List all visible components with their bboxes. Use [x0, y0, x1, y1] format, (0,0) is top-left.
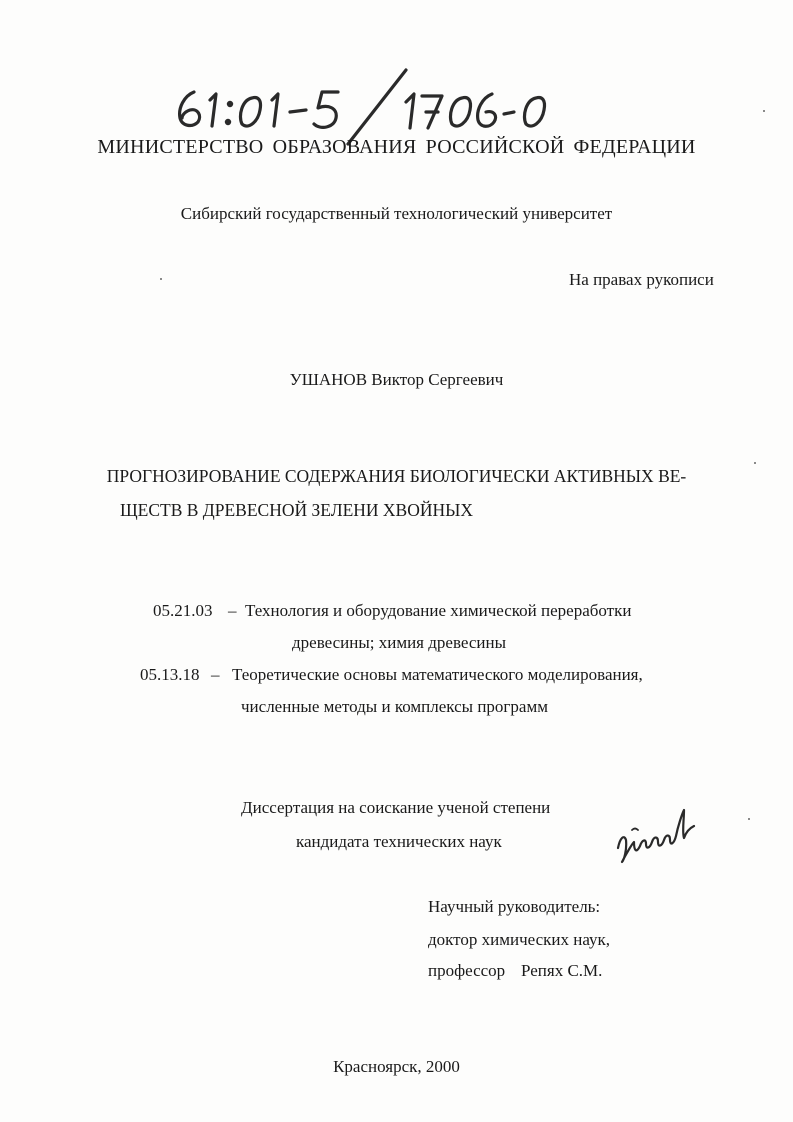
specialty-dash: –: [211, 665, 220, 684]
specialty-dash: –: [228, 601, 237, 620]
specialty-name-line-1: Теоретические основы математического моделирования,: [232, 665, 643, 684]
specialty-code: 05.13.18: [140, 665, 200, 684]
scan-speck: [763, 110, 765, 112]
university-name: Сибирский государственный технологический университет: [180, 204, 613, 223]
ministry-heading: МИНИСТЕРСТВО ОБРАЗОВАНИЯ РОССИЙСКОЙ ФЕДЕРАЦИИ: [97, 136, 696, 158]
specialty-name-line-2: численные методы и комплексы программ: [241, 697, 548, 716]
supervisor-rank: профессор: [428, 961, 506, 980]
signature-scribble: [612, 800, 702, 870]
scan-speck: [748, 818, 750, 820]
dissertation-title-line-2: ЩЕСТВ В ДРЕВЕСНОЙ ЗЕЛЕНИ ХВОЙНЫХ: [120, 500, 474, 520]
archive-number-handwriting: [170, 66, 550, 146]
supervisor-degree: доктор химических наук,: [428, 930, 611, 949]
dissertation-degree-line-1: Диссертация на соискание ученой степени: [241, 798, 551, 817]
rights-note: На правах рукописи: [569, 270, 714, 289]
dissertation-title-line-1: ПРОГНОЗИРОВАНИЕ СОДЕРЖАНИЯ БИОЛОГИЧЕСКИ АКТИВНЫХ ВЕ-: [106, 466, 687, 486]
handwritten-archive-number: [170, 66, 550, 146]
supervisor-label: Научный руководитель:: [428, 897, 601, 916]
dissertation-degree-line-2: кандидата технических наук: [296, 832, 502, 851]
author-signature: [612, 800, 702, 870]
specialty-name-line-2: древесины; химия древесины: [292, 633, 507, 652]
author-name: УШАНОВ Виктор Сергеевич: [289, 370, 504, 389]
city-year: Красноярск, 2000: [333, 1057, 460, 1076]
supervisor-name: Репях С.М.: [521, 961, 603, 980]
scan-speck: [754, 462, 756, 464]
specialty-code: 05.21.03: [153, 601, 213, 620]
scan-speck: [160, 278, 162, 280]
specialty-name-line-1: Технология и оборудование химической переработки: [245, 601, 632, 620]
